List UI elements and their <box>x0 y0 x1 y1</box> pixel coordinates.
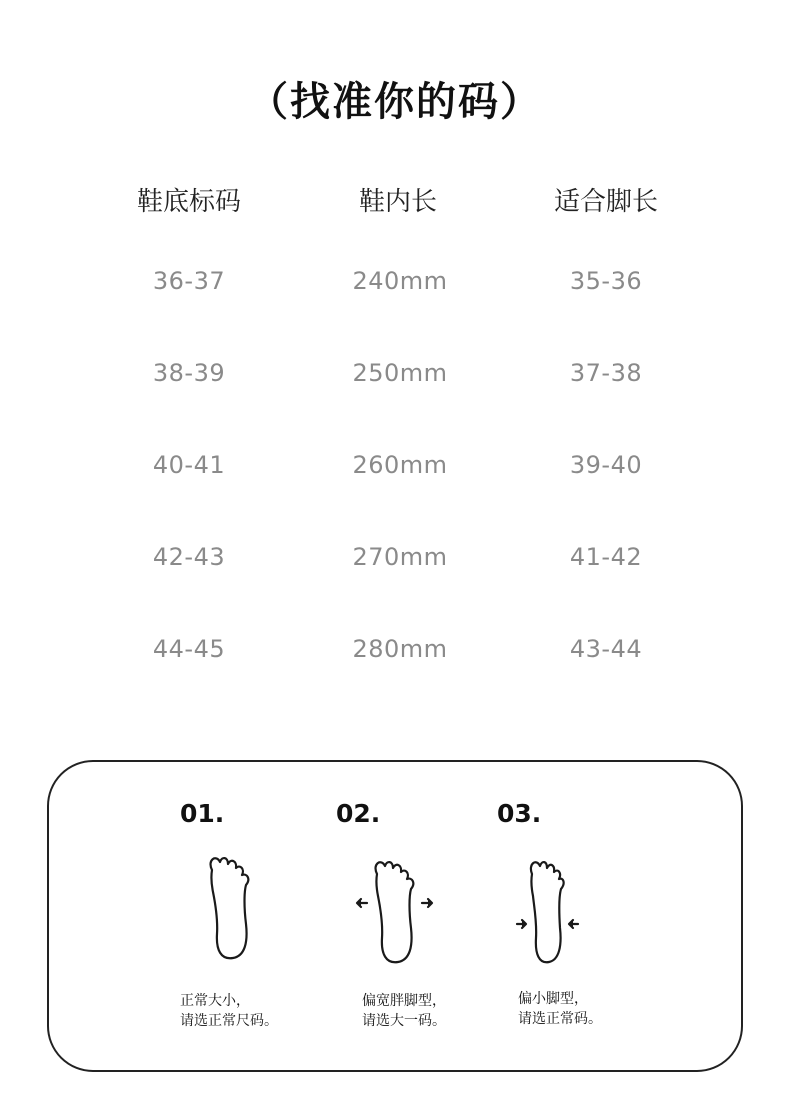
step-number: 02. <box>336 799 381 828</box>
step-number: 01. <box>180 799 225 828</box>
cell-sole-size: 42-43 <box>152 543 226 571</box>
cell-sole-size: 38-39 <box>152 359 226 387</box>
cell-foot-length: 39-40 <box>569 451 643 479</box>
step-number: 03. <box>497 799 542 828</box>
foot-normal-icon <box>200 852 260 967</box>
cell-inner-length: 240mm <box>352 267 448 295</box>
step-description: 偏小脚型， 请选正常码。 <box>518 991 602 1027</box>
cell-foot-length: 43-44 <box>569 635 643 663</box>
cell-sole-size: 36-37 <box>152 267 226 295</box>
cell-sole-size: 40-41 <box>152 451 226 479</box>
cell-inner-length: 260mm <box>352 451 448 479</box>
page-title: （找准你的码） <box>248 79 542 125</box>
header-sole-size: 鞋底标码 <box>136 187 242 217</box>
cell-inner-length: 280mm <box>352 635 448 663</box>
step-description: 正常大小， 请选正常尺码。 <box>180 993 278 1029</box>
cell-sole-size: 44-45 <box>152 635 226 663</box>
cell-inner-length: 270mm <box>352 543 448 571</box>
cell-inner-length: 250mm <box>352 359 448 387</box>
cell-foot-length: 37-38 <box>569 359 643 387</box>
header-foot-length: 适合脚长 <box>553 187 659 217</box>
cell-foot-length: 41-42 <box>569 543 643 571</box>
foot-wide-icon <box>352 856 438 971</box>
cell-foot-length: 35-36 <box>569 267 643 295</box>
header-inner-length: 鞋内长 <box>358 187 438 217</box>
step-description: 偏宽胖脚型， 请选大一码。 <box>362 993 446 1029</box>
foot-narrow-icon <box>513 856 583 971</box>
